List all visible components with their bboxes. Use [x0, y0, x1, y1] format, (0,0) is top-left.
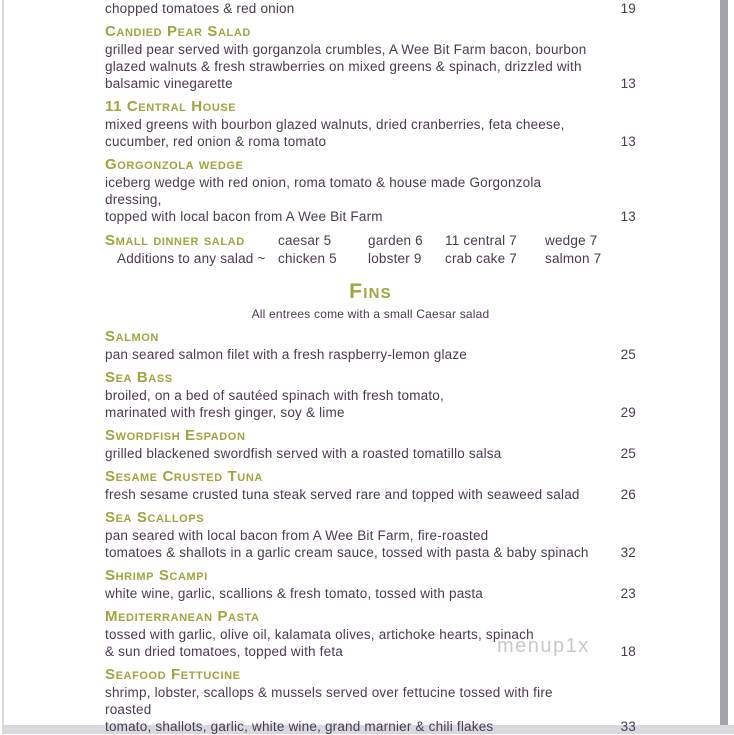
- menu-item-sea-bass: [105, 369, 636, 421]
- menu-item-seafood-fettucine: [105, 666, 636, 735]
- menu-item-price: 18: [620, 644, 636, 659]
- salad-addition-option: lobster 9: [368, 251, 422, 266]
- page-left-border: [2, 0, 4, 734]
- menu-item-description: marinated with fresh ginger, soy & lime: [105, 405, 345, 420]
- menu-item-description: balsamic vinegarette: [105, 76, 233, 91]
- menu-item-name: Swordfish Espadon: [105, 427, 246, 444]
- menu-item-name: Gorgonzola wedge: [105, 156, 244, 173]
- menu-item-name: Candied Pear Salad: [105, 23, 251, 40]
- menu-item-name: Small dinner salad: [105, 232, 245, 249]
- menu-item-description: pan seared salmon filet with a fresh raspberry-lemon glaze: [105, 347, 468, 362]
- small-dinner-salad-table: [105, 232, 636, 268]
- menu-item-name: 11 Central House: [105, 98, 237, 115]
- menu-item-price: 33: [620, 719, 636, 734]
- menu-item-name: Shrimp Scampi: [105, 567, 208, 584]
- menu-item-description: tomatoes & shallots in a garlic cream sauce, tossed with pasta & baby spinach: [105, 545, 589, 560]
- menu-page: [105, 0, 636, 735]
- menu-item-price: 26: [620, 487, 636, 502]
- menu-item-price: 23: [620, 586, 636, 601]
- menu-item-description: glazed walnuts & fresh strawberries on mixed greens & spinach, drizzled with: [105, 59, 582, 74]
- menu-item-description: shrimp, lobster, scallops & mussels served over fettucine tossed with fire roasted: [105, 685, 553, 717]
- menu-item-shrimp-scampi: [105, 567, 636, 602]
- menu-item-description: mixed greens with bourbon glazed walnuts, dried cranberries, feta cheese,: [105, 117, 565, 132]
- page-right-border: [720, 0, 728, 734]
- menu-item-description: white wine, garlic, scallions & fresh tomato, tossed with pasta: [105, 586, 484, 601]
- menu-item-name: Seafood Fettucine: [105, 666, 241, 683]
- menu-item-sea-scallops: [105, 509, 636, 561]
- menu-item-price: 29: [620, 405, 636, 420]
- menu-item-description: cucumber, red onion & roma tomato: [105, 134, 327, 149]
- menu-item-description: grilled pear served with gorganzola crumbles, A Wee Bit Farm bacon, bourbon: [105, 42, 587, 57]
- menu-item-name: Sea Bass: [105, 369, 173, 386]
- menu-item-name: Sea Scallops: [105, 509, 205, 526]
- salad-option: caesar 5: [278, 233, 332, 248]
- menupix-watermark: menup1x: [497, 635, 590, 657]
- salad-option: wedge 7: [545, 233, 598, 248]
- salad-additions-label: Additions to any salad ~: [117, 251, 266, 266]
- menu-item-gorgonzola-wedge: [105, 156, 636, 225]
- menu-item-price: 19: [620, 1, 636, 16]
- menu-item-price: 25: [620, 347, 636, 362]
- menu-item-salmon: [105, 328, 636, 363]
- menu-item-price: 13: [620, 134, 636, 149]
- salad-addition-option: crab cake 7: [445, 251, 517, 266]
- section-subtitle: All entrees come with a small Caesar salad: [251, 307, 490, 321]
- menu-item-partial: [105, 0, 636, 17]
- menu-item-name: Salmon: [105, 328, 159, 345]
- section-title: Fins: [349, 280, 392, 303]
- salad-addition-option: chicken 5: [278, 251, 337, 266]
- menu-item-description: broiled, on a bed of sautéed spinach with fresh tomato,: [105, 388, 444, 403]
- menu-item-price: 13: [620, 76, 636, 91]
- menu-item-candied-pear-salad: [105, 23, 636, 92]
- menu-item-name: Sesame Crusted Tuna: [105, 468, 263, 485]
- menu-item-description: iceberg wedge with red onion, roma tomato & house made Gorgonzola dressing,: [105, 175, 542, 207]
- menu-item-11-central-house: [105, 98, 636, 150]
- menu-item-sesame-crusted-tuna: [105, 468, 636, 503]
- menu-item-description: fresh sesame crusted tuna steak served rare and topped with seaweed salad: [105, 487, 580, 502]
- menu-item-description: grilled blackened swordfish served with a roasted tomatillo salsa: [105, 446, 502, 461]
- menu-item-description: chopped tomatoes & red onion: [105, 1, 295, 16]
- salad-option: garden 6: [368, 233, 423, 248]
- menu-item-description: topped with local bacon from A Wee Bit Farm: [105, 209, 383, 224]
- menu-item-description: tomato, shallots, garlic, white wine, grand marnier & chili flakes: [105, 719, 494, 734]
- menu-item-name: Mediterranean Pasta: [105, 608, 260, 625]
- menu-item-swordfish-espadon: [105, 427, 636, 462]
- menu-item-price: 25: [620, 446, 636, 461]
- menu-item-description: pan seared with local bacon from A Wee Bit Farm, fire-roasted: [105, 528, 489, 543]
- menu-item-price: 13: [620, 209, 636, 224]
- salad-option: 11 central 7: [445, 233, 517, 248]
- menu-item-description: tossed with garlic, olive oil, kalamata olives, artichoke hearts, spinach: [105, 627, 534, 642]
- fins-section-header: [105, 280, 636, 322]
- salad-addition-option: salmon 7: [545, 251, 602, 266]
- menu-item-description: & sun dried tomatoes, topped with feta: [105, 644, 343, 659]
- menu-item-price: 32: [620, 545, 636, 560]
